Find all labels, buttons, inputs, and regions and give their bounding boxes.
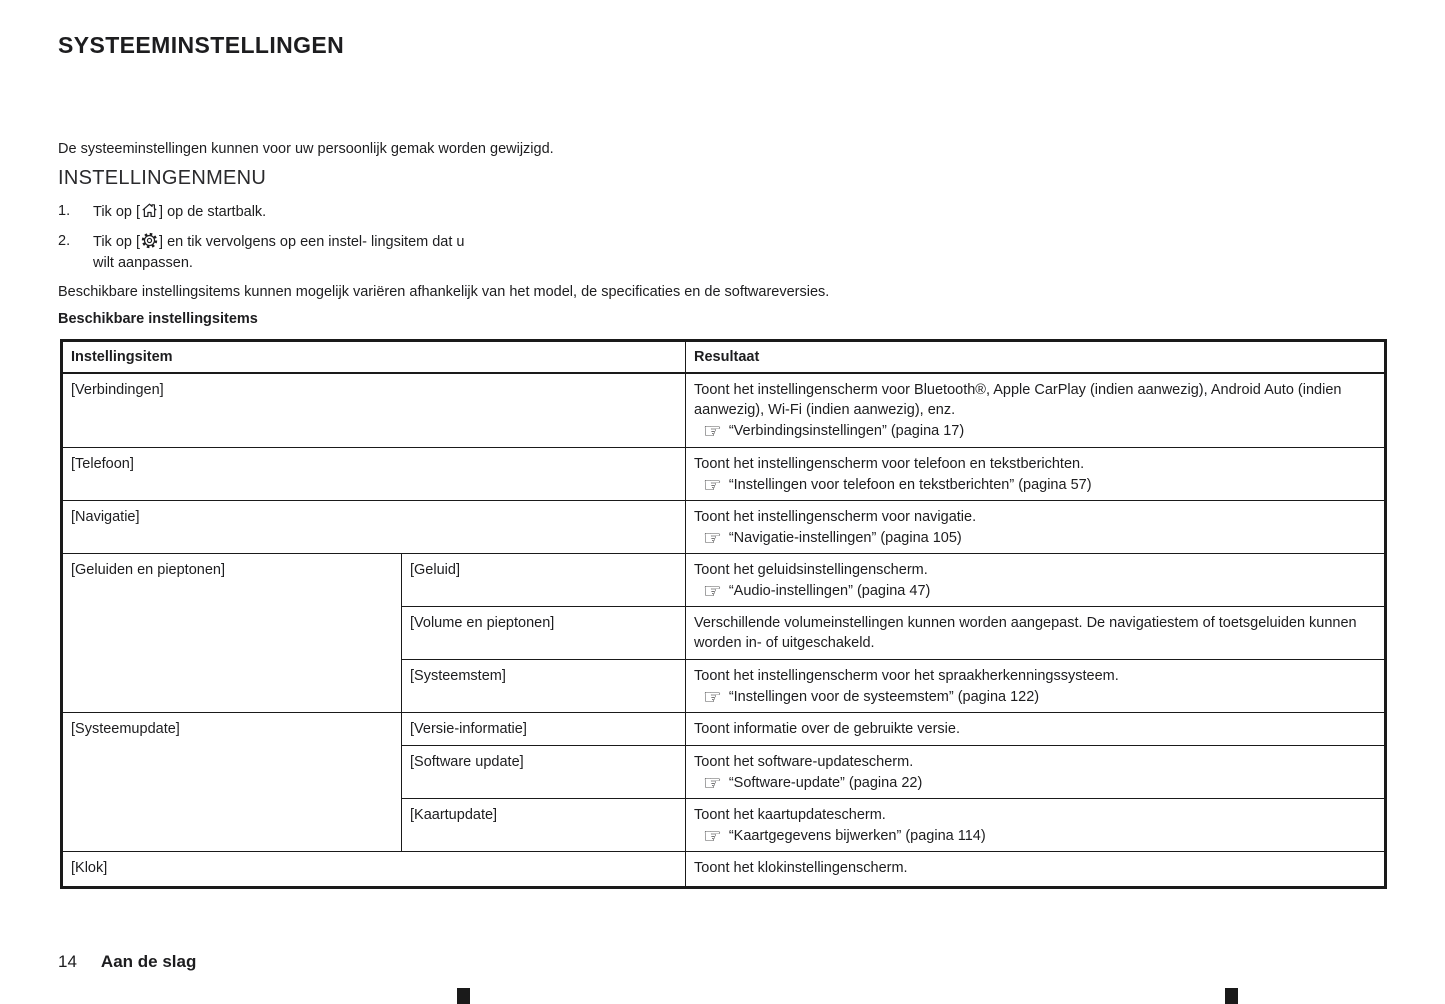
cross-reference — [694, 528, 1376, 548]
page-title: SYSTEEMINSTELLINGEN — [58, 32, 345, 58]
footer-section-name: Aan de slag — [100, 952, 197, 971]
result-text: Toont het geluidsinstellingenscherm. — [694, 562, 928, 578]
reference-text: “Audio-instellingen” (pagina 47) — [728, 583, 931, 599]
reference-hand-icon: ☞ — [703, 771, 722, 795]
result-cell — [686, 852, 1386, 888]
result-text: Toont het instellingenscherm voor het spraakherkenningssysteem. — [694, 668, 1119, 684]
column-header-instellingsitem: Instellingsitem — [62, 341, 686, 373]
result-text: Toont het instellingenscherm voor navigatie. — [694, 509, 977, 525]
step-text-post: ] op de startbalk. — [159, 204, 267, 220]
reference-hand-icon: ☞ — [703, 685, 722, 709]
step-1 — [58, 201, 485, 223]
table-row — [62, 554, 1386, 607]
table-row — [62, 448, 1386, 501]
column-header-resultaat: Resultaat — [686, 341, 1386, 373]
setting-item-cell: [Telefoon] — [62, 448, 686, 501]
reference-text: “Instellingen voor de systeemstem” (pagina 122) — [728, 689, 1040, 705]
instruction-steps — [58, 201, 485, 282]
step-number: 1. — [58, 203, 71, 219]
availability-note: Beschikbare instellingsitems kunnen mogelijk variëren afhankelijk van het model, de specificaties en de softwareversies. — [58, 284, 830, 300]
step-text-post: ] en tik vervolgens op een instel- — [159, 234, 367, 250]
setting-group-cell: [Geluiden en pieptonen] — [62, 554, 402, 713]
setting-subitem-cell: [Kaartupdate] — [402, 799, 686, 852]
reference-text: “Instellingen voor telefoon en tekstberichten” (pagina 57) — [728, 477, 1092, 493]
result-cell — [686, 373, 1386, 448]
result-cell — [686, 607, 1386, 660]
result-cell — [686, 713, 1386, 746]
page-number: 14 — [58, 952, 77, 971]
cross-reference — [694, 475, 1376, 495]
reference-hand-icon: ☞ — [703, 473, 722, 497]
step-text-line1 — [93, 234, 367, 250]
setting-subitem-cell: [Geluid] — [402, 554, 686, 607]
cross-reference — [694, 773, 1376, 793]
result-cell — [686, 799, 1386, 852]
setting-group-cell: [Systeemupdate] — [62, 713, 402, 852]
reference-hand-icon: ☞ — [703, 824, 722, 848]
result-cell — [686, 554, 1386, 607]
reference-hand-icon: ☞ — [703, 418, 722, 443]
setting-item-cell: [Verbindingen] — [62, 373, 686, 448]
page-footer — [58, 952, 196, 972]
step-text — [93, 201, 266, 223]
intro-paragraph: De systeeminstellingen kunnen voor uw persoonlijk gemak worden gewijzigd. — [58, 141, 554, 157]
result-text: Verschillende volumeinstellingen kunnen worden aangepast. De navigatiestem of toetsgeluiden kunnen worden in- of uitgeschakeld. — [694, 615, 1357, 651]
step-text — [93, 231, 485, 274]
result-text: Toont het instellingenscherm voor Bluetooth®, Apple CarPlay (indien aanwezig), Android Auto (indien aanwezig), Wi-Fi (indien aanwezig), enz. — [694, 381, 1342, 418]
section-heading: INSTELLINGENMENU — [58, 167, 267, 189]
step-text-pre: Tik op [ — [93, 234, 141, 250]
result-cell — [686, 501, 1386, 554]
result-cell — [686, 660, 1386, 713]
step-2 — [58, 231, 485, 274]
cross-reference — [694, 418, 1376, 443]
reference-text: “Navigatie-instellingen” (pagina 105) — [728, 530, 962, 546]
settings-table — [60, 339, 1387, 889]
setting-subitem-cell: [Software update] — [402, 746, 686, 799]
step-text-line2: lingsitem dat u wilt aanpassen. — [93, 234, 465, 271]
result-text: Toont informatie over de gebruikte versie. — [694, 721, 960, 737]
result-text: Toont het instellingenscherm voor telefoon en tekstberichten. — [694, 456, 1085, 472]
table-row — [62, 852, 1386, 888]
result-text: Toont het kaartupdatescherm. — [694, 807, 886, 823]
setting-subitem-cell: [Volume en pieptonen] — [402, 607, 686, 660]
step-number: 2. — [58, 233, 71, 249]
result-text: Toont het klokinstellingenscherm. — [694, 860, 908, 876]
table-row — [62, 501, 1386, 554]
cross-reference — [694, 687, 1376, 707]
setting-subitem-cell: [Systeemstem] — [402, 660, 686, 713]
cross-reference — [694, 826, 1376, 846]
setting-subitem-cell: [Versie-informatie] — [402, 713, 686, 746]
result-cell — [686, 746, 1386, 799]
reference-hand-icon: ☞ — [703, 526, 722, 550]
home-icon — [140, 201, 159, 220]
reference-text: “Verbindingsinstellingen” (pagina 17) — [728, 422, 965, 439]
setting-item-cell: [Navigatie] — [62, 501, 686, 554]
table-header-row — [62, 341, 1386, 373]
table-label: Beschikbare instellingsitems — [58, 311, 258, 327]
setting-item-cell: [Klok] — [62, 852, 686, 888]
reference-hand-icon: ☞ — [703, 579, 722, 603]
result-text: Toont het software-updatescherm. — [694, 754, 914, 770]
table-row — [62, 713, 1386, 746]
table-row — [62, 373, 1386, 448]
print-registration-mark-left — [457, 988, 470, 1004]
print-registration-mark-right — [1225, 988, 1238, 1004]
gear-icon — [140, 231, 159, 250]
step-text-pre: Tik op [ — [93, 204, 141, 220]
reference-text: “Kaartgegevens bijwerken” (pagina 114) — [728, 828, 986, 844]
result-cell — [686, 448, 1386, 501]
cross-reference — [694, 581, 1376, 601]
reference-text: “Software-update” (pagina 22) — [728, 775, 923, 791]
